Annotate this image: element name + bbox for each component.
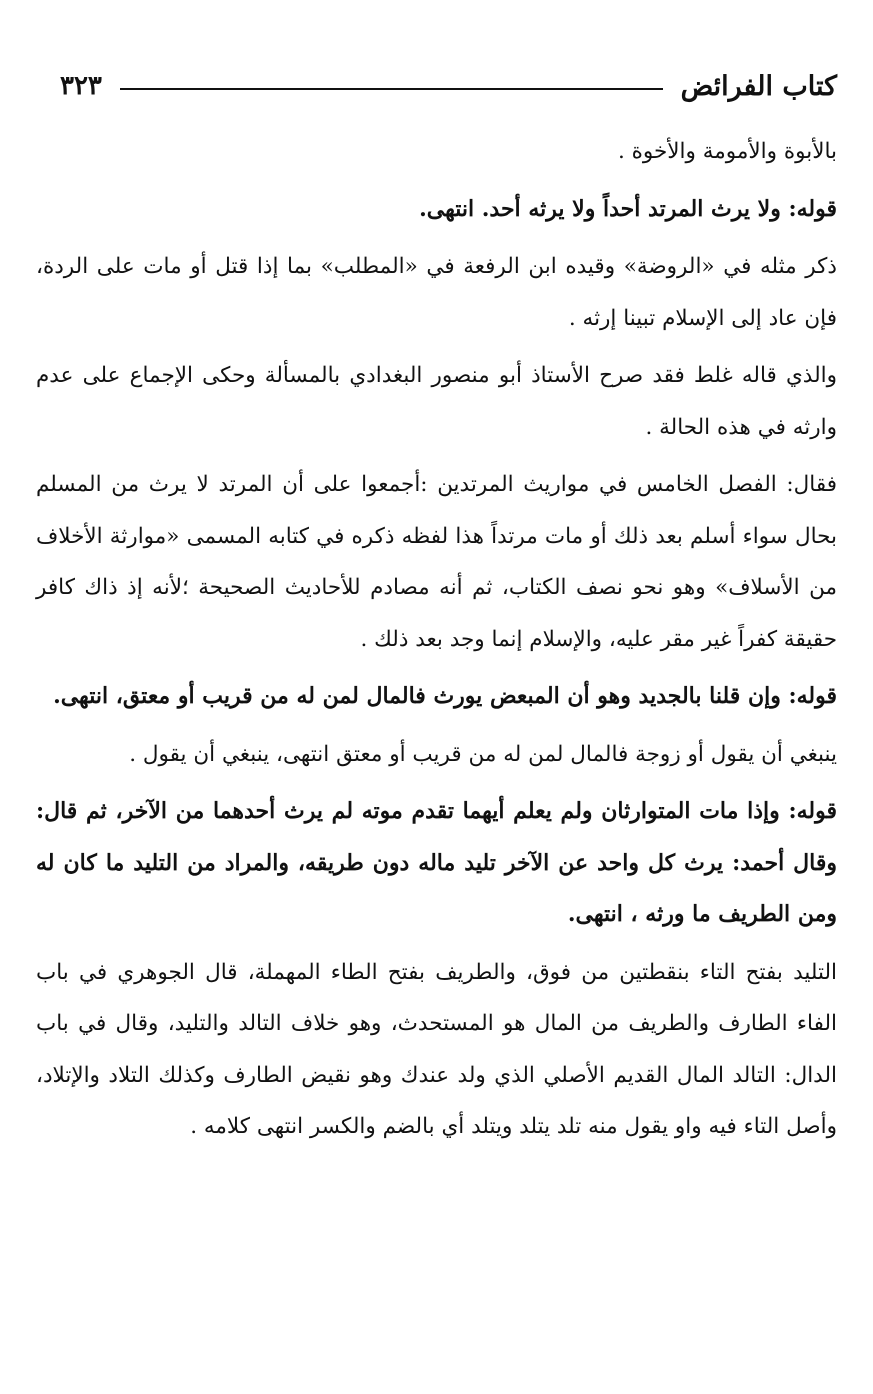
paragraph: والذي قاله غلط فقد صرح الأستاذ أبو منصور البغدادي بالمسألة وحكى الإجماع على عدم وارثه في هذه الحالة . <box>36 363 837 440</box>
header-rule <box>120 88 663 90</box>
paragraph: ذكر مثله في «الروضة» وقيده ابن الرفعة في «المطلب» بما إذا قتل أو مات على الردة، فإن عاد إلى الإسلام تبينا إرثه . <box>36 254 837 331</box>
paragraph: ينبغي أن يقول أو زوجة فالمال لمن له من قريب أو معتق انتهى، ينبغي أن يقول . <box>129 741 837 767</box>
paragraph: بالأبوة والأمومة والأخوة . <box>617 139 837 164</box>
quoted-statement: قوله: ولا يرث المرتد أحداً ولا يرثه أحد. انتهى. <box>419 195 837 222</box>
running-header <box>60 64 837 108</box>
running-title: كتاب الفرائض <box>680 70 837 102</box>
page-body <box>36 126 837 1159</box>
paragraph: التليد بفتح التاء بنقطتين من فوق، والطريف بفتح الطاء المهملة، قال الجوهري في باب الفاء الطارف والطريف من المال هو المستحدث، وهو خلاف التالد والتليد، وقال في باب الدال: التالد المال القديم الأصلي الذي ولد عندك وهو نقيض الطارف وكذلك التلاد والإتلاد، وأصل التاء فيه واو يقول منه تلد يتلد ويتلد أي بالضم والكسر انتهى كلامه . <box>36 959 837 1139</box>
quoted-statement: قوله: وإذا مات المتوارثان ولم يعلم أيهما تقدم موته لم يرث أحدهما من الآخر، ثم قال: وقال أحمد: يرث كل واحد عن الآخر تليد ماله دون طريقه، والمراد من التليد ما كان له ومن الطريف ما ورثه ، انتهى. <box>36 798 838 927</box>
page-number: ٣٢٣ <box>60 71 102 101</box>
quoted-statement: قوله: وإن قلنا بالجديد وهو أن المبعض يورث فالمال لمن له من قريب أو معتق، انتهى. <box>53 683 837 709</box>
paragraph: فقال: الفصل الخامس في مواريث المرتدين :أجمعوا على أن المرتد لا يرث من المسلم بحال سواء أسلم بعد ذلك أو مات مرتداً هذا لفظه ذكره في كتابه المسمى «موارثة الأخلاف من الأسلاف» وهو نحو نصف الكتاب، ثم أنه مصادم للأحاديث الصحيحة ؛لأنه إذ ذاك كافر حقيقة كفراً غير مقر عليه، والإسلام إنما وجد بعد ذلك . <box>36 472 837 652</box>
